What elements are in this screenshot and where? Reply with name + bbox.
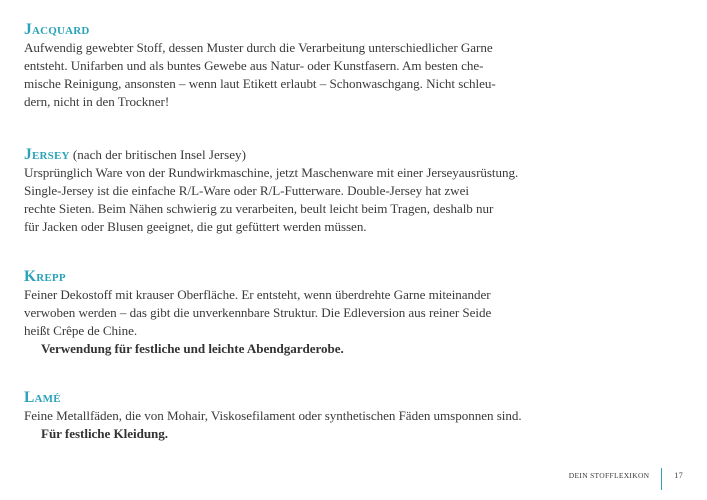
entry-krepp [24,267,544,358]
entry-term: Lamé [24,389,61,406]
entry-heading-row [24,145,544,164]
entry-term: Jersey [24,146,70,163]
page-footer [569,464,683,486]
entry-text-line: Feine Metallfäden, die von Mohair, Viskosefilament oder synthetischen Fäden umsponnen sind. [24,408,522,423]
entry-term: Jacquard [24,21,90,38]
entry-text-line: mische Reinigung, ansonsten – wenn laut Etikett erlaubt – Schonwaschgang. Nicht schleu- [24,76,496,91]
entry-text-line: Aufwendig gewebter Stoff, dessen Muster durch die Verarbeitung unterschiedlicher Garne [24,40,493,55]
entry-origin-note: (nach der britischen Insel Jersey) [72,147,246,162]
footer-title: DEIN STOFFLEXIKON [568,470,650,480]
entry-text-line: verwoben werden – das gibt die unverkennbare Struktur. Die Edleversion aus reiner Seide [24,305,492,320]
entry-text-line: dern, nicht in den Trockner! [24,94,170,109]
entry-jersey [24,145,544,236]
page-number: 17 [674,470,683,480]
entry-usage-note: Verwendung für festliche und leichte Abendgarderobe. [41,341,344,356]
entry-text-line: Ursprünglich Ware von der Rundwirkmaschine, jetzt Maschenware mit einer Jerseyausrüstung. [24,165,519,180]
entry-text-line: Single-Jersey ist die einfache R/L-Ware oder R/L-Futterware. Double-Jersey hat zwei [24,183,469,198]
entry-text-line: für Jacken oder Blusen geeignet, die gut gefüttert werden müssen. [24,219,367,234]
footer-divider [661,468,662,490]
entry-text-line: rechte Sieten. Beim Nähen schwierig zu verarbeiten, beult leicht beim Tragen, deshalb nur [24,201,494,216]
entry-term: Krepp [24,268,66,285]
entry-text-line: entsteht. Unifarben und als buntes Gewebe aus Natur- oder Kunstfasern. Am besten che- [24,58,484,73]
entry-text-line: Feiner Dekostoff mit krauser Oberfläche. Er entsteht, wenn überdrehte Garne miteinander [24,287,491,302]
entry-jacquard [24,20,544,111]
entry-usage-note: Für festliche Kleidung. [41,426,169,441]
entry-lame [24,388,544,443]
entry-text-line: heißt Crêpe de Chine. [24,323,138,338]
